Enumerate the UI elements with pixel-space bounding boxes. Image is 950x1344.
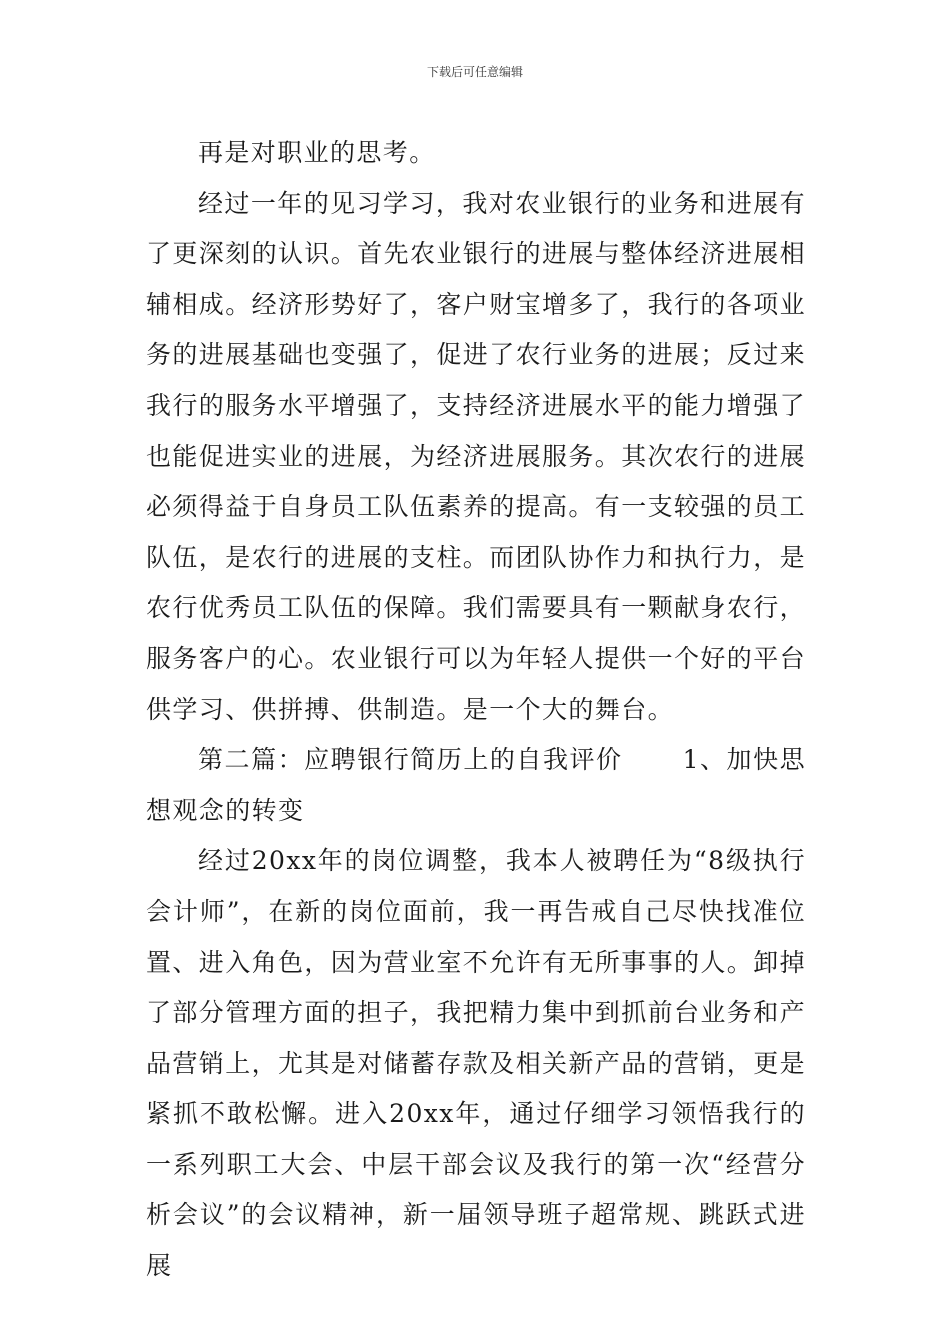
paragraph-position-adjustment: 经过20xx年的岗位调整，我本人被聘任为“8级执行会计师”，在新的岗位面前，我一再告戒自己尽快找准位置、进入角色，因为营业室不允许有无所事事的人。卸掉了部分管理方面的担子，我把精力集中到抓前台业务和产品营销上，尤其是对储蓄存款及相关新产品的营销，更是紧抓不敢松懈。进入20xx年，通过仔细学习领悟我行的一系列职工大会、中层干部会议及我行的第一次“经营分析会议”的会议精神，新一届领导班子超常规、跳跃式进展 — [146, 846, 807, 1281]
section-title: 第二篇：应聘银行简历上的自我评价 — [198, 745, 623, 775]
section-point: 1、加快思想观念的转变 — [146, 745, 807, 825]
paragraph-internship-reflection: 经过一年的见习学习，我对农业银行的业务和进展有了更深刻的认识。首先农业银行的进展与整体经济进展相辅相成。经济形势好了，客户财宝增多了，我行的各项业务的进展基础也变强了，促进了农行业务的进展；反过来我行的服务水平增强了，支持经济进展水平的能力增强了也能促进实业的进展，为经济进展服务。其次农行的进展必须得益于自身员工队伍素养的提高。有一支较强的员工队伍，是农行的进展的支柱。而团队协作力和执行力，是农行优秀员工队伍的保障。我们需要具有一颗献身农行，服务客户的心。农业银行可以为年轻人提供一个好的平台供学习、供拼搏、供制造。是一个大的舞台。 — [146, 188, 807, 724]
paragraph-career-thinking: 再是对职业的思考。 — [198, 138, 436, 167]
page-header: 下载后可任意编辑 — [426, 65, 523, 79]
document-body — [146, 128, 806, 1292]
section-heading — [146, 735, 806, 836]
